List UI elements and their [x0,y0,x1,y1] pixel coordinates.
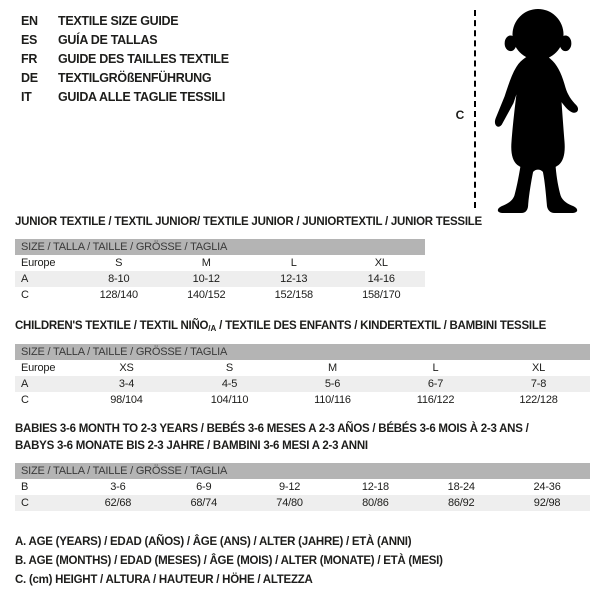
table-row [15,392,590,408]
babies-title-line: BABIES 3-6 MONTH TO 2-3 YEARS / BEBÉS 3-6 MESES A 2-3 AÑOS / BÉBÉS 3-6 MOIS À 2-3 ANS / [15,423,529,435]
measurement-legend [15,533,443,590]
legend-line-c: C. (cm) HEIGHT / ALTURA / HAUTEUR / HÖHE / ALTEZZA [15,574,313,586]
language-heading-block [21,12,229,107]
heading-row-fr [21,50,229,69]
size-cell: 7-8 [487,376,590,392]
guide-title: TEXTILE SIZE GUIDE [58,14,179,28]
size-cell: 24-36 [533,481,561,493]
row-label: C [21,289,29,301]
size-cell: L [290,257,297,269]
size-cell: S [115,257,123,269]
heading-row-es [21,31,229,50]
size-cell: 10-12 [163,271,251,287]
babies-table-title [15,421,529,455]
table-row [15,495,590,511]
table-row [15,271,425,287]
guide-title: GUIDA ALLE TAGLIE TESSILI [58,90,226,104]
size-cell: 18-24 [447,481,475,493]
size-cell: 14-16 [338,271,426,287]
language-code: FR [21,52,38,66]
babies-size-table [15,463,590,511]
size-cell: 6-7 [384,376,487,392]
row-label: B [21,481,29,493]
size-header: SIZE / TALLA / TAILLE / GRÖSSE / TAGLIA [15,344,590,360]
size-cell: 98/104 [110,394,143,406]
heading-row-it [21,88,229,107]
table-row [15,360,590,376]
size-cell: XL [531,362,546,374]
size-cell: 3-4 [75,376,178,392]
size-header: SIZE / TALLA / TAILLE / GRÖSSE / TAGLIA [15,239,425,255]
size-cell: XL [374,257,388,269]
language-code: EN [21,14,38,28]
babies-title-line: BABYS 3-6 MONATE BIS 2-3 JAHRE / BAMBINI 3-6 MESI A 2-3 ANNI [15,440,368,452]
children-title-sub: /A [208,324,217,333]
junior-table-title: JUNIOR TEXTILE / TEXTIL JUNIOR/ TEXTILE JUNIOR / JUNIORTEXTIL / JUNIOR TESSILE [15,216,482,228]
size-cell: 158/170 [362,289,401,301]
size-cell: L [432,362,439,374]
size-cell: 68/74 [161,495,247,511]
height-measure-label: C [455,108,465,122]
size-cell: 86/92 [418,495,504,511]
table-header-row [15,344,590,360]
row-label: A [15,376,75,392]
size-cell: 8-10 [75,271,163,287]
guide-title: TEXTILGRÖßENFÜHRUNG [58,71,212,85]
size-header: SIZE / TALLA / TAILLE / GRÖSSE / TAGLIA [15,463,590,479]
guide-title: GUÍA DE TALLAS [58,33,158,47]
junior-size-table [15,239,425,303]
row-label: A [15,271,75,287]
legend-line-a: A. AGE (YEARS) / EDAD (AÑOS) / ÂGE (ANS) / ALTER (JAHRE) / ETÀ (ANNI) [15,536,412,548]
size-cell: 140/152 [187,289,226,301]
children-size-table [15,344,590,408]
children-title-text: CHILDREN'S TEXTILE / TEXTIL NIÑO [15,320,209,332]
language-code: DE [21,71,38,85]
size-cell: 4-5 [178,376,281,392]
size-cell: S [225,362,234,374]
size-cell: 104/110 [210,394,249,406]
guide-title: GUIDE DES TAILLES TEXTILE [58,52,229,66]
size-cell: 152/158 [274,289,313,301]
row-label: C [15,495,75,511]
size-cell: M [201,257,211,269]
size-cell: 92/98 [504,495,590,511]
children-title-text: / TEXTILE DES ENFANTS / KINDERTEXTIL / BAMBINI TESSILE [216,320,547,332]
children-table-title [15,318,546,337]
size-cell: XS [119,362,134,374]
size-cell: 3-6 [110,481,126,493]
table-row [15,376,590,392]
size-cell: 80/86 [332,495,418,511]
row-label: C [21,394,29,406]
size-cell: 62/68 [75,495,161,511]
heading-row-en [21,12,229,31]
language-code: IT [21,90,32,104]
heading-row-de [21,69,229,88]
row-label: Europe [21,362,56,374]
baby-figure [452,8,598,216]
height-measure-line [474,10,476,208]
size-cell: 9-12 [278,481,301,493]
size-cell: 12-18 [361,481,389,493]
size-cell: M [328,362,337,374]
size-cell: 110/116 [314,394,351,406]
legend-line-b: B. AGE (MONTHS) / EDAD (MESES) / ÂGE (MOIS) / ALTER (MONATE) / ETÀ (MESI) [15,555,443,567]
baby-silhouette-icon [484,8,592,214]
table-row [15,287,425,303]
table-row [15,479,590,495]
size-cell: 74/80 [247,495,333,511]
size-cell: 122/128 [519,394,558,406]
language-code: ES [21,33,38,47]
size-cell: 12-13 [250,271,338,287]
size-cell: 128/140 [99,289,138,301]
size-cell: 116/122 [416,394,455,406]
row-label: Europe [21,257,56,269]
table-row [15,255,425,271]
size-cell: 5-6 [281,376,384,392]
table-header-row [15,239,425,255]
table-header-row [15,463,590,479]
size-cell: 6-9 [196,481,212,493]
